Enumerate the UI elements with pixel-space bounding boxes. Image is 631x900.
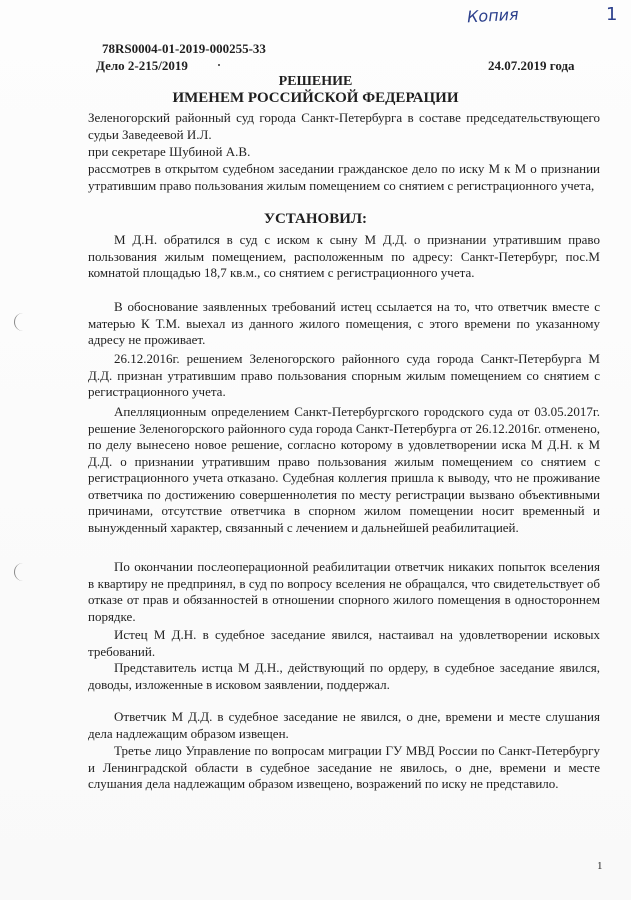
- scan-speck: [218, 64, 220, 66]
- established-heading: УСТАНОВИЛ:: [263, 211, 368, 227]
- paragraph-third-party: Третье лицо Управление по вопросам миграции ГУ МВД России по Санкт-Петербургу и Ленинградской области в судебное заседание не явилось, о дне, времени и месте слушания дела надлежащим образом извещено, возражений по иску не представило.: [88, 743, 600, 791]
- paragraph-plaintiff: Истец М Д.Н. в судебное заседание явился, настаивал на удовлетворении исковых требований.: [88, 627, 600, 659]
- paragraph-prior-decision: 26.12.2016г. решением Зеленогорского районного суда города Санкт-Петербурга М Д.Д. признан утратившим право пользования спорным жилым помещением со снятием с регистрационного учета.: [88, 351, 600, 399]
- margin-punch-mark: [14, 563, 25, 581]
- court-composition: Зеленогорский районный суд города Санкт-Петербурга в составе председательствующего судьи Заведеевой И.Л.: [88, 110, 600, 142]
- handwritten-copy-note: Копия: [466, 4, 520, 27]
- paragraph-appeal: Апелляционным определением Санкт-Петербургского городского суда от 03.05.2017г. решение Зеленогорского районного суда города Санкт-Петербурга от 26.12.2016г. отменено, по делу вынесено новое решение, согласно которому в удовлетворении иска М Д.Н. к М Д.Д. о признании утратившим право пользования жилым помещением со снятием с регистрационного учета отказано. Судебная коллегия пришла к выводу, что не проживание ответчика по достижению совершеннолетия по месту регистрации вызвано объективными причинами, отсутствие ответчика в спорном жилом помещении носит временный и вынужденный характер, связанный с лечением и дальнейшей реабилитацией.: [88, 404, 600, 535]
- case-date: 24.07.2019 года: [488, 58, 575, 73]
- paragraph-rehabilitation: По окончании послеоперационной реабилитации ответчик никаких попыток вселения в квартиру не предпринял, в суд по вопросу вселения не обращался, что свидетельствует об отказе от прав и обязанностей в отношении спорного жилого помещения в одностороннем порядке.: [88, 559, 600, 624]
- paragraph-representative: Представитель истца М Д.Н., действующий по ордеру, в судебное заседание явился, доводы, изложенные в исковом заявлении, поддержал.: [88, 660, 600, 692]
- paragraph-claim: М Д.Н. обратился в суд с иском к сыну М Д.Д. о признании утратившим право пользования жилым помещением, расположенным по адресу: Санкт-Петербург, пос.М комнатой площадью 18,7 кв.м., со снятием с регистрационного учета.: [88, 232, 600, 280]
- page-number: 1: [597, 860, 603, 872]
- handwritten-page-number: 1: [606, 4, 618, 25]
- document-title: РЕШЕНИЕ: [278, 74, 353, 89]
- document-subtitle: ИМЕНЕМ РОССИЙСКОЙ ФЕДЕРАЦИИ: [172, 90, 459, 106]
- case-consideration: рассмотрев в открытом судебном заседании гражданское дело по иску М к М о признании утратившим право пользования жилым помещением со снятием с регистрационного учета,: [88, 161, 600, 193]
- paragraph-grounds: В обоснование заявленных требований истец ссылается на то, что ответчик вместе с матерью К Т.М. выехал из данного жилого помещения, с этого времени по указанному адресу не проживает.: [88, 299, 600, 347]
- paragraph-defendant: Ответчик М Д.Д. в судебное заседание не явился, о дне, времени и месте слушания дела надлежащим образом извещен.: [88, 709, 600, 741]
- margin-punch-mark: [14, 313, 25, 331]
- case-number: Дело 2-215/2019: [96, 58, 188, 73]
- case-identifier: 78RS0004-01-2019-000255-33: [102, 41, 266, 56]
- secretary-line: при секретаре Шубиной А.В.: [88, 144, 251, 159]
